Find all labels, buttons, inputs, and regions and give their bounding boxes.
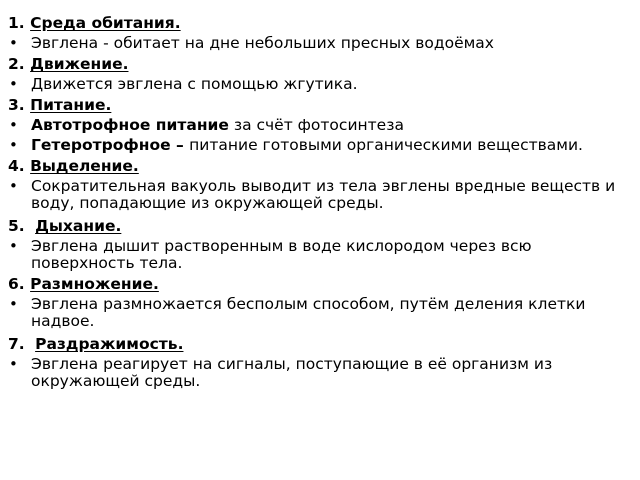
list-item (8, 35, 620, 52)
section-heading-habitat (8, 14, 620, 33)
section-title: Питание. (30, 96, 112, 114)
list-item (8, 76, 620, 93)
bullet-icon: • (9, 116, 18, 134)
bullet-text: Эвглена - обитает на дне небольших пресных водоёмах (31, 34, 494, 52)
bullet-text: за счёт фотосинтеза (228, 116, 404, 134)
bullet-icon: • (9, 237, 18, 255)
bullet-text: питание готовыми органическими веществами. (189, 136, 583, 154)
section-title: Раздражимость. (35, 335, 184, 353)
section-heading-movement (8, 55, 620, 74)
list-item (8, 178, 620, 212)
bullet-text: Движется эвглена с помощью жгутика. (31, 75, 358, 93)
list-item (8, 296, 620, 330)
section-number: 1. (8, 14, 25, 32)
bullet-bold-text: Гетеротрофное – (31, 136, 190, 154)
section-number: 5. (8, 217, 25, 235)
section-number: 6. (8, 275, 25, 293)
section-number: 2. (8, 55, 25, 73)
list-item (8, 117, 620, 134)
bullet-text: Эвглена реагирует на сигналы, поступающие в её организм из окружающей среды. (31, 355, 553, 390)
section-heading-excretion (8, 157, 620, 176)
section-number: 7. (8, 335, 25, 353)
list-item (8, 356, 620, 390)
section-heading-nutrition (8, 96, 620, 115)
bullet-icon: • (9, 295, 18, 313)
bullet-icon: • (9, 136, 18, 154)
slide-content (8, 14, 620, 393)
bullet-icon: • (9, 355, 18, 373)
bullet-text: Эвглена размножается бесполым способом, путём деления клетки надвое. (31, 295, 586, 330)
section-heading-irritability (8, 335, 620, 354)
section-title: Дыхание. (35, 217, 122, 235)
section-title: Среда обитания. (30, 14, 181, 32)
bullet-text: Сократительная вакуоль выводит из тела эвглены вредные веществ и воду, попадающие из окружающей среды. (31, 177, 616, 212)
list-item (8, 137, 620, 154)
bullet-icon: • (9, 177, 18, 195)
section-number: 4. (8, 157, 25, 175)
bullet-text: Эвглена дышит растворенным в воде кислородом через всю поверхность тела. (31, 237, 532, 272)
bullet-icon: • (9, 34, 18, 52)
section-title: Движение. (30, 55, 129, 73)
section-heading-reproduction (8, 275, 620, 294)
section-number: 3. (8, 96, 25, 114)
section-heading-respiration (8, 217, 620, 236)
section-title: Размножение. (30, 275, 159, 293)
section-title: Выделение. (30, 157, 139, 175)
bullet-icon: • (9, 75, 18, 93)
list-item (8, 238, 620, 272)
bullet-bold-text: Автотрофное питание (31, 116, 229, 134)
